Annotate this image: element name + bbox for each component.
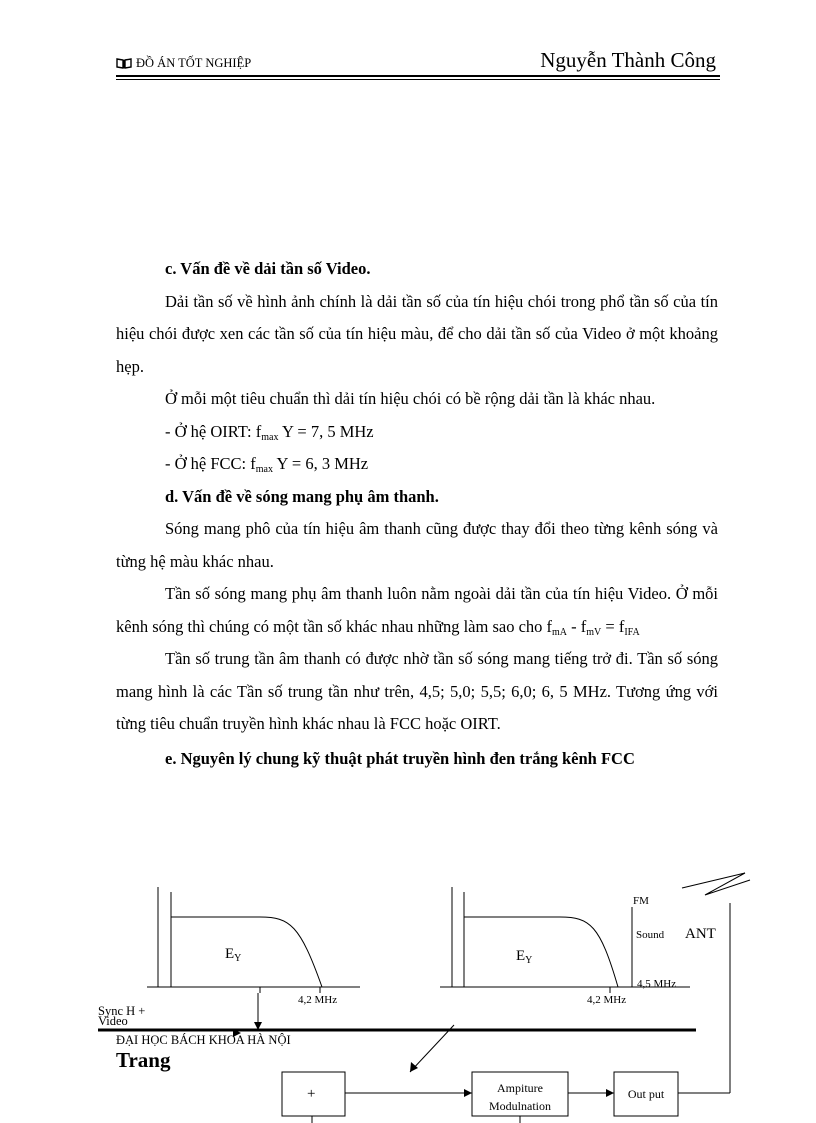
footer-university: ĐẠI HỌC BÁCH KHOA HÀ NỘI — [116, 1033, 291, 1047]
adder-label: + — [307, 1086, 316, 1102]
header-left — [116, 56, 251, 71]
footer-page-label: Trang — [116, 1048, 171, 1072]
section-d-para1: Sóng mang phô của tín hiệu âm thanh cũng được thay đổi theo từng kênh sóng và từng hệ màu khác nhau. — [116, 519, 718, 571]
spectrum2-curve — [464, 892, 618, 987]
section-d-para3: Tần số trung tần âm thanh có được nhờ tần số sóng mang tiếng trở đi. Tần số sóng mang hình là các Tần số trung tần như trên, 4,5; 5,0; 5,5; 6,0; 6, 5 MHz. Tương ứng với từng tiêu chuẩn truyền hình khác nhau là FCC hoặc OIRT. — [116, 649, 718, 733]
antenna-icon — [682, 873, 750, 895]
section-c-title: c. Vấn đề về dải tần số Video. — [165, 259, 371, 278]
fm-label: FM — [633, 895, 649, 907]
header-rule-thin — [116, 79, 720, 80]
body-text — [116, 253, 718, 775]
sync-video-label: Sync H + Video — [98, 1004, 146, 1028]
freq-label-2: 4,2 MHz — [587, 994, 627, 1006]
am-label-1: Ampiture — [497, 1081, 543, 1095]
section-c-para2: Ở mỗi một tiêu chuẩn thì dải tín hiệu chói có bề rộng dải tần là khác nhau. — [165, 389, 656, 408]
section-e-title: e. Nguyên lý chung kỹ thuật phát truyền hình đen trắng kênh FCC — [165, 748, 635, 768]
ant-label: ANT — [685, 926, 716, 942]
section-d-title: d. Vấn đề về sóng mang phụ âm thanh. — [165, 486, 439, 506]
transmitter-diagram — [0, 860, 816, 1123]
author-name: Nguyễn Thành Công — [540, 48, 716, 72]
bullet-fcc: - Ở hệ FCC: $f_{max}$ Y = 6, 3 MHz — [165, 454, 369, 475]
am-label-2: Modulnation — [489, 1099, 551, 1113]
section-c-para1: Dải tần số về hình ảnh chính là dải tần số của tín hiệu chói trong phổ tần số của tín hiệu chói được xen các tần số của tín hiệu màu, để cho dải tần số của Video ở một khoảng hẹp. — [116, 291, 718, 376]
book-icon — [116, 58, 132, 69]
output-label: Out put — [627, 1087, 665, 1101]
ey-label-2: $E_Y$ — [516, 948, 533, 966]
arrowhead-out — [606, 1089, 614, 1097]
ey-label-1: $E_Y$ — [225, 946, 242, 964]
arrowhead-am — [464, 1089, 472, 1097]
spectrum1-curve — [171, 892, 322, 987]
freq-label-3: 4,5 MHz — [637, 978, 677, 990]
section-d-para2: Tần số sóng mang phụ âm thanh luôn nằm ngoài dải tần của tín hiệu Video. Ở mỗi kênh sóng thì chúng có một tần số khác nhau những làm sao cho $f_{mA} - f_{mV} = f_{IFA}$ — [116, 584, 718, 638]
thesis-label: ĐỒ ÁN TỐT NGHIỆP — [136, 56, 252, 70]
diagonal-arrow — [410, 1025, 454, 1072]
header-rule-thick — [116, 75, 720, 77]
sound-label: Sound — [636, 929, 665, 941]
bullet-oirt: - Ở hệ OIRT: $f_{max}$ Y = 7, 5 MHz — [165, 421, 374, 443]
arrowhead-diagonal — [410, 1062, 418, 1072]
freq-label-1: 4,2 MHz — [298, 994, 338, 1006]
